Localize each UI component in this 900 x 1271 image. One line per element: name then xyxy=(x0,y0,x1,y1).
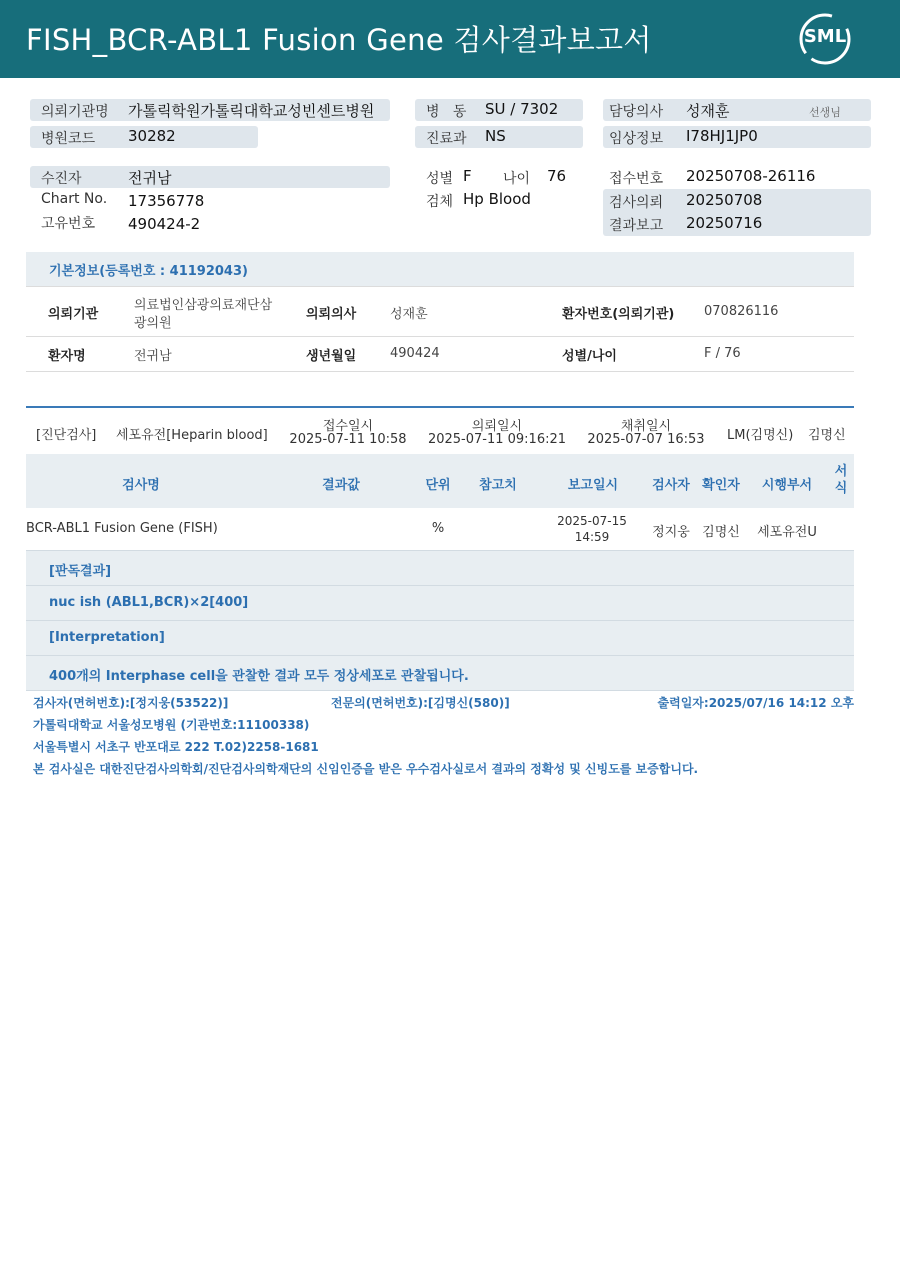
result-line-3: [Interpretation] xyxy=(49,630,165,645)
divider xyxy=(26,371,854,372)
col-report-date: 보고일시 xyxy=(567,478,619,493)
divider xyxy=(26,286,854,287)
footer-tester: 검사자(면허번호):[정지웅(53522)] xyxy=(33,696,229,710)
row-date: 2025-07-15 xyxy=(557,514,627,528)
doctor-suffix: 선생님 xyxy=(809,106,841,119)
name-label: 환자명 xyxy=(48,349,86,364)
test-collect-value: 2025-07-07 16:53 xyxy=(587,432,705,447)
ward-value: SU / 7302 xyxy=(485,100,559,118)
sex-label: 성별 xyxy=(426,171,454,187)
result-band xyxy=(26,620,854,655)
test-category: [진단검사] xyxy=(36,428,97,443)
result-band xyxy=(26,655,854,690)
request-label: 검사의뢰 xyxy=(609,195,664,211)
hospital-code-label: 병원코드 xyxy=(41,131,96,147)
col-unit: 단위 xyxy=(425,478,451,493)
result-line-2: nuc ish (ABL1,BCR)×2[400] xyxy=(49,595,249,610)
logo-text: SML xyxy=(803,26,847,47)
row-dept: 세포유전U xyxy=(757,525,817,540)
request-value: 20250708 xyxy=(686,191,763,209)
footer-printed: 출력일자:2025/07/16 14:12 오후 xyxy=(657,696,854,710)
test-receipt-label: 접수일시 xyxy=(322,419,374,434)
result-line-1: [판독결과] xyxy=(49,564,112,579)
result-line-4: 400개의 Interphase cell을 관찰한 결과 모두 정상세포로 관찰됩니다. xyxy=(49,669,469,684)
dept-value: NS xyxy=(485,127,506,145)
test-request-value: 2025-07-11 09:16:21 xyxy=(427,432,567,447)
basic-info-heading xyxy=(26,252,854,286)
test-specimen: 세포유전[Heparin blood] xyxy=(116,428,268,443)
receipt-value: 20250708-26116 xyxy=(686,167,816,185)
age-value: 76 xyxy=(547,167,567,185)
patient-pill xyxy=(30,166,390,188)
row-verifier: 김명신 xyxy=(702,525,740,540)
doctor-label: 담당의사 xyxy=(609,104,664,120)
test-top-line xyxy=(26,406,854,408)
report-title: FISH_BCR-ABL1 Fusion Gene 검사결과보고서 xyxy=(26,23,652,57)
age-label: 나이 xyxy=(503,171,531,187)
test-lm: LM(김명신) xyxy=(727,428,794,443)
test-receipt-value: 2025-07-11 10:58 xyxy=(289,432,407,447)
ward-label: 병 동 xyxy=(426,104,467,120)
patient-value: 전귀남 xyxy=(128,169,172,187)
birth-value: 490424 xyxy=(390,346,440,361)
pnum-value: 070826116 xyxy=(704,304,779,319)
receipt-label: 접수번호 xyxy=(609,171,664,187)
test-lm-name: 김명신 xyxy=(808,428,846,443)
col-form: 서식 xyxy=(834,464,848,496)
doc-value: 성재훈 xyxy=(390,307,428,322)
test-request-label: 의뢰일시 xyxy=(471,419,523,434)
specimen-label: 검체 xyxy=(426,194,454,210)
footer-cert: 본 검사실은 대한진단검사의학회/진단검사의학재단의 신임인증을 받은 우수검사실로서 결과의 정확성 및 신빙도를 보증합니다. xyxy=(33,762,699,776)
doctor-value: 성재훈 xyxy=(686,102,730,120)
row-tester: 정지웅 xyxy=(652,525,690,540)
patient-label: 수진자 xyxy=(41,171,82,187)
inst-value-2: 광의원 xyxy=(134,316,172,331)
inst-value-1: 의료법인삼광의료재단삼 xyxy=(134,298,273,313)
row-unit: % xyxy=(431,521,445,536)
id-label: 고유번호 xyxy=(41,216,96,232)
name-value: 전귀남 xyxy=(134,349,172,364)
footer-org: 가톨릭대학교 서울성모병원 (기관번호:11100338) xyxy=(33,718,310,732)
doc-label: 의뢰의사 xyxy=(306,307,357,322)
footer-specialist: 전문의(면허번호):[김명신(580)] xyxy=(331,696,510,710)
hospital-code-value: 30282 xyxy=(128,127,176,145)
sexage-value: F / 76 xyxy=(704,346,741,361)
test-collect-label: 채취일시 xyxy=(620,419,672,434)
divider xyxy=(26,690,854,691)
row-time: 14:59 xyxy=(574,530,610,544)
dept-label: 진료과 xyxy=(426,131,467,147)
report-label: 결과보고 xyxy=(609,218,664,234)
hospital-label: 의뢰기관명 xyxy=(41,104,109,120)
hospital-value: 가톨릭학원가톨릭대학교성빈센트병원 xyxy=(128,102,375,120)
clinical-label: 임상정보 xyxy=(609,131,664,147)
col-verifier: 확인자 xyxy=(702,478,740,493)
specimen-value: Hp Blood xyxy=(463,190,531,208)
col-result: 결과값 xyxy=(322,478,360,493)
result-band xyxy=(26,550,854,585)
inst-label: 의뢰기관 xyxy=(48,307,99,322)
clinical-value: I78HJ1JP0 xyxy=(686,127,758,145)
sml-logo xyxy=(796,12,854,66)
divider xyxy=(26,336,854,337)
footer-address: 서울특별시 서초구 반포대로 222 T.02)2258-1681 xyxy=(33,740,319,754)
col-tester: 검사자 xyxy=(652,478,690,493)
chart-value: 17356778 xyxy=(128,192,205,210)
birth-label: 생년월일 xyxy=(306,349,357,364)
col-dept: 시행부서 xyxy=(761,478,813,493)
sex-value: F xyxy=(463,167,472,185)
basic-info-title: 기본정보(등록번호 : 41192043) xyxy=(49,264,248,279)
id-value: 490424-2 xyxy=(128,215,201,233)
result-band xyxy=(26,585,854,620)
report-header xyxy=(0,0,900,78)
pnum-label: 환자번호(의뢰기관) xyxy=(562,307,675,322)
sexage-label: 성별/나이 xyxy=(562,349,617,364)
report-value: 20250716 xyxy=(686,214,763,232)
col-test-name: 검사명 xyxy=(122,478,160,493)
chart-label: Chart No. xyxy=(41,191,108,207)
col-ref: 참고치 xyxy=(479,478,517,493)
row-test-name: BCR-ABL1 Fusion Gene (FISH) xyxy=(26,521,218,536)
